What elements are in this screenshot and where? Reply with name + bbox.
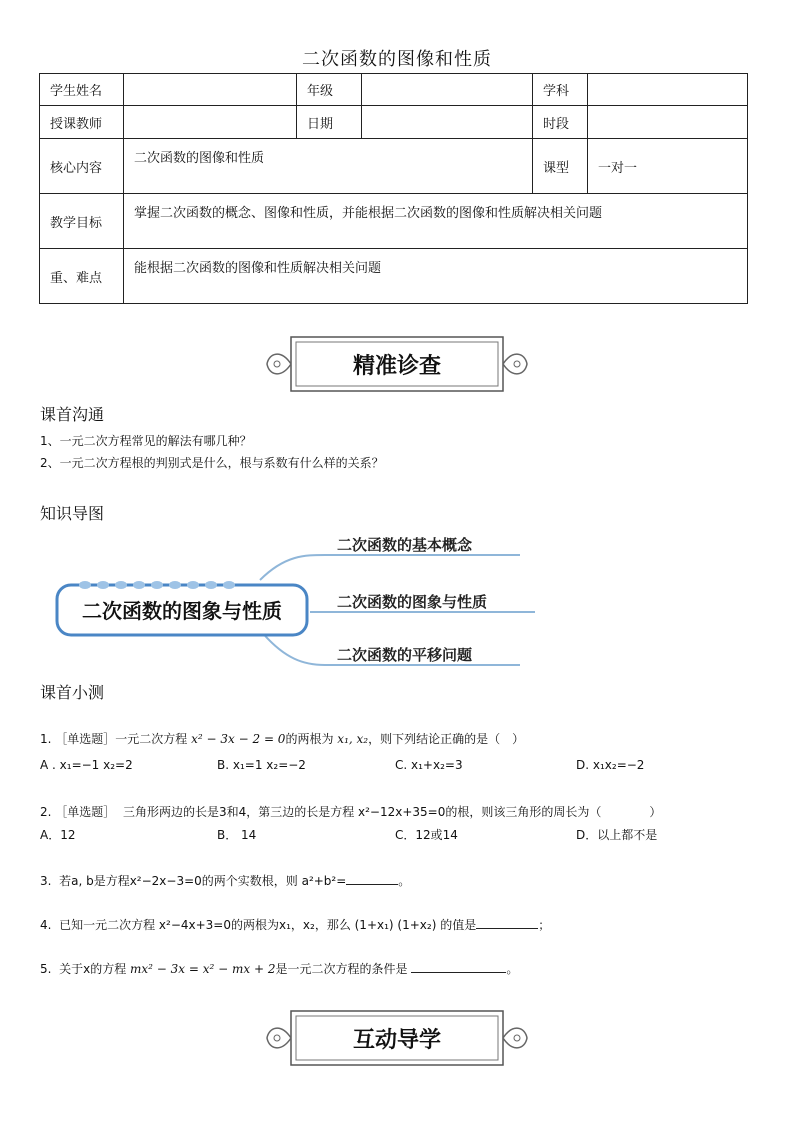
knowledge-map	[55, 530, 535, 675]
q2-option-d[interactable]: D．以上都不是	[576, 828, 658, 842]
key-label: 重、难点	[40, 249, 124, 304]
answer-blank[interactable]	[411, 960, 506, 973]
q1-option-c[interactable]: C. x₁+x₂=3	[395, 758, 463, 772]
banner-precise-diagnosis	[263, 335, 531, 393]
goal-value: 掌握二次函数的概念、图像和性质，并能根据二次函数的图像和性质解决相关问题	[124, 194, 748, 249]
teacher-cell[interactable]	[124, 106, 297, 139]
student-name-label: 学生姓名	[40, 74, 124, 106]
period-label: 时段	[533, 106, 588, 139]
banner-title: 精准诊查	[352, 353, 442, 379]
grade-cell[interactable]	[362, 74, 533, 106]
equation: x² − 3x − 2 = 0	[191, 732, 286, 746]
quiz-question-3: 3. 若a, b是方程x²−2x−3=0的两个实数根，则 a²+b²= 。	[40, 874, 411, 888]
q2-option-a[interactable]: A．12	[40, 828, 76, 842]
map-branch-translation: 二次函数的平移问题	[337, 646, 473, 664]
quiz-question-2: 2. ［单选题］ 三角形两边的长是3和4，第三边的长是方程 x²−12x+35=0的根，则该三角形的周长为（ ）	[40, 805, 662, 819]
map-center-node: 二次函数的图象与性质	[82, 599, 282, 623]
quiz-question-5: 5. 关于x的方程 mx² − 3x = x² − mx + 2是一元二次方程的条件是 。	[40, 962, 519, 976]
section-talk-title: 课首沟通	[40, 405, 105, 424]
q1-option-a[interactable]: A . x₁=−1 x₂=2	[40, 758, 133, 772]
map-branch-basic-concept: 二次函数的基本概念	[337, 536, 473, 554]
q2-option-c[interactable]: C．12或14	[395, 828, 458, 842]
date-label: 日期	[297, 106, 362, 139]
quiz-question-1: 1. ［单选题］一元二次方程 x² − 3x − 2 = 0的两根为 x₁, x₂，则下列结论正确的是（ ）	[40, 732, 525, 746]
subject-cell[interactable]	[588, 74, 748, 106]
roots: x₁, x₂	[337, 732, 369, 746]
quiz-question-4: 4. 已知一元二次方程 x²−4x+3=0的两根为x₁，x₂，那么 (1+x₁) (1+x₂) 的值是 ；	[40, 918, 551, 932]
q1-option-b[interactable]: B. x₁=1 x₂=−2	[217, 758, 306, 772]
banner-title: 互动导学	[352, 1027, 442, 1053]
document-title: 二次函数的图像和性质	[302, 49, 492, 70]
student-name-cell[interactable]	[124, 74, 297, 106]
grade-label: 年级	[297, 74, 362, 106]
q2-option-b[interactable]: B． 14	[217, 828, 257, 842]
core-label: 核心内容	[40, 139, 124, 194]
subject-label: 学科	[533, 74, 588, 106]
section-map-title: 知识导图	[40, 504, 105, 523]
type-value: 一对一	[588, 139, 748, 194]
key-value: 能根据二次函数的图像和性质解决相关问题	[124, 249, 748, 304]
core-value: 二次函数的图像和性质	[124, 139, 533, 194]
talk-question-1: 1、一元二次方程常见的解法有哪几种？	[40, 434, 252, 448]
talk-question-2: 2、一元二次方程根的判别式是什么，根与系数有什么样的关系？	[40, 456, 384, 470]
section-quiz-title: 课首小测	[40, 683, 105, 702]
equation: mx² − 3x = x² − mx + 2	[130, 962, 276, 976]
map-branch-graph-properties: 二次函数的图象与性质	[337, 593, 488, 611]
banner-interactive-guidance	[263, 1009, 531, 1067]
teacher-label: 授课教师	[40, 106, 124, 139]
answer-blank[interactable]	[476, 916, 538, 929]
answer-blank[interactable]	[346, 872, 398, 885]
period-cell[interactable]	[588, 106, 748, 139]
date-cell[interactable]	[362, 106, 533, 139]
lesson-info-table	[39, 73, 748, 304]
goal-label: 教学目标	[40, 194, 124, 249]
q1-option-d[interactable]: D. x₁x₂=−2	[576, 758, 645, 772]
type-label: 课型	[533, 139, 588, 194]
